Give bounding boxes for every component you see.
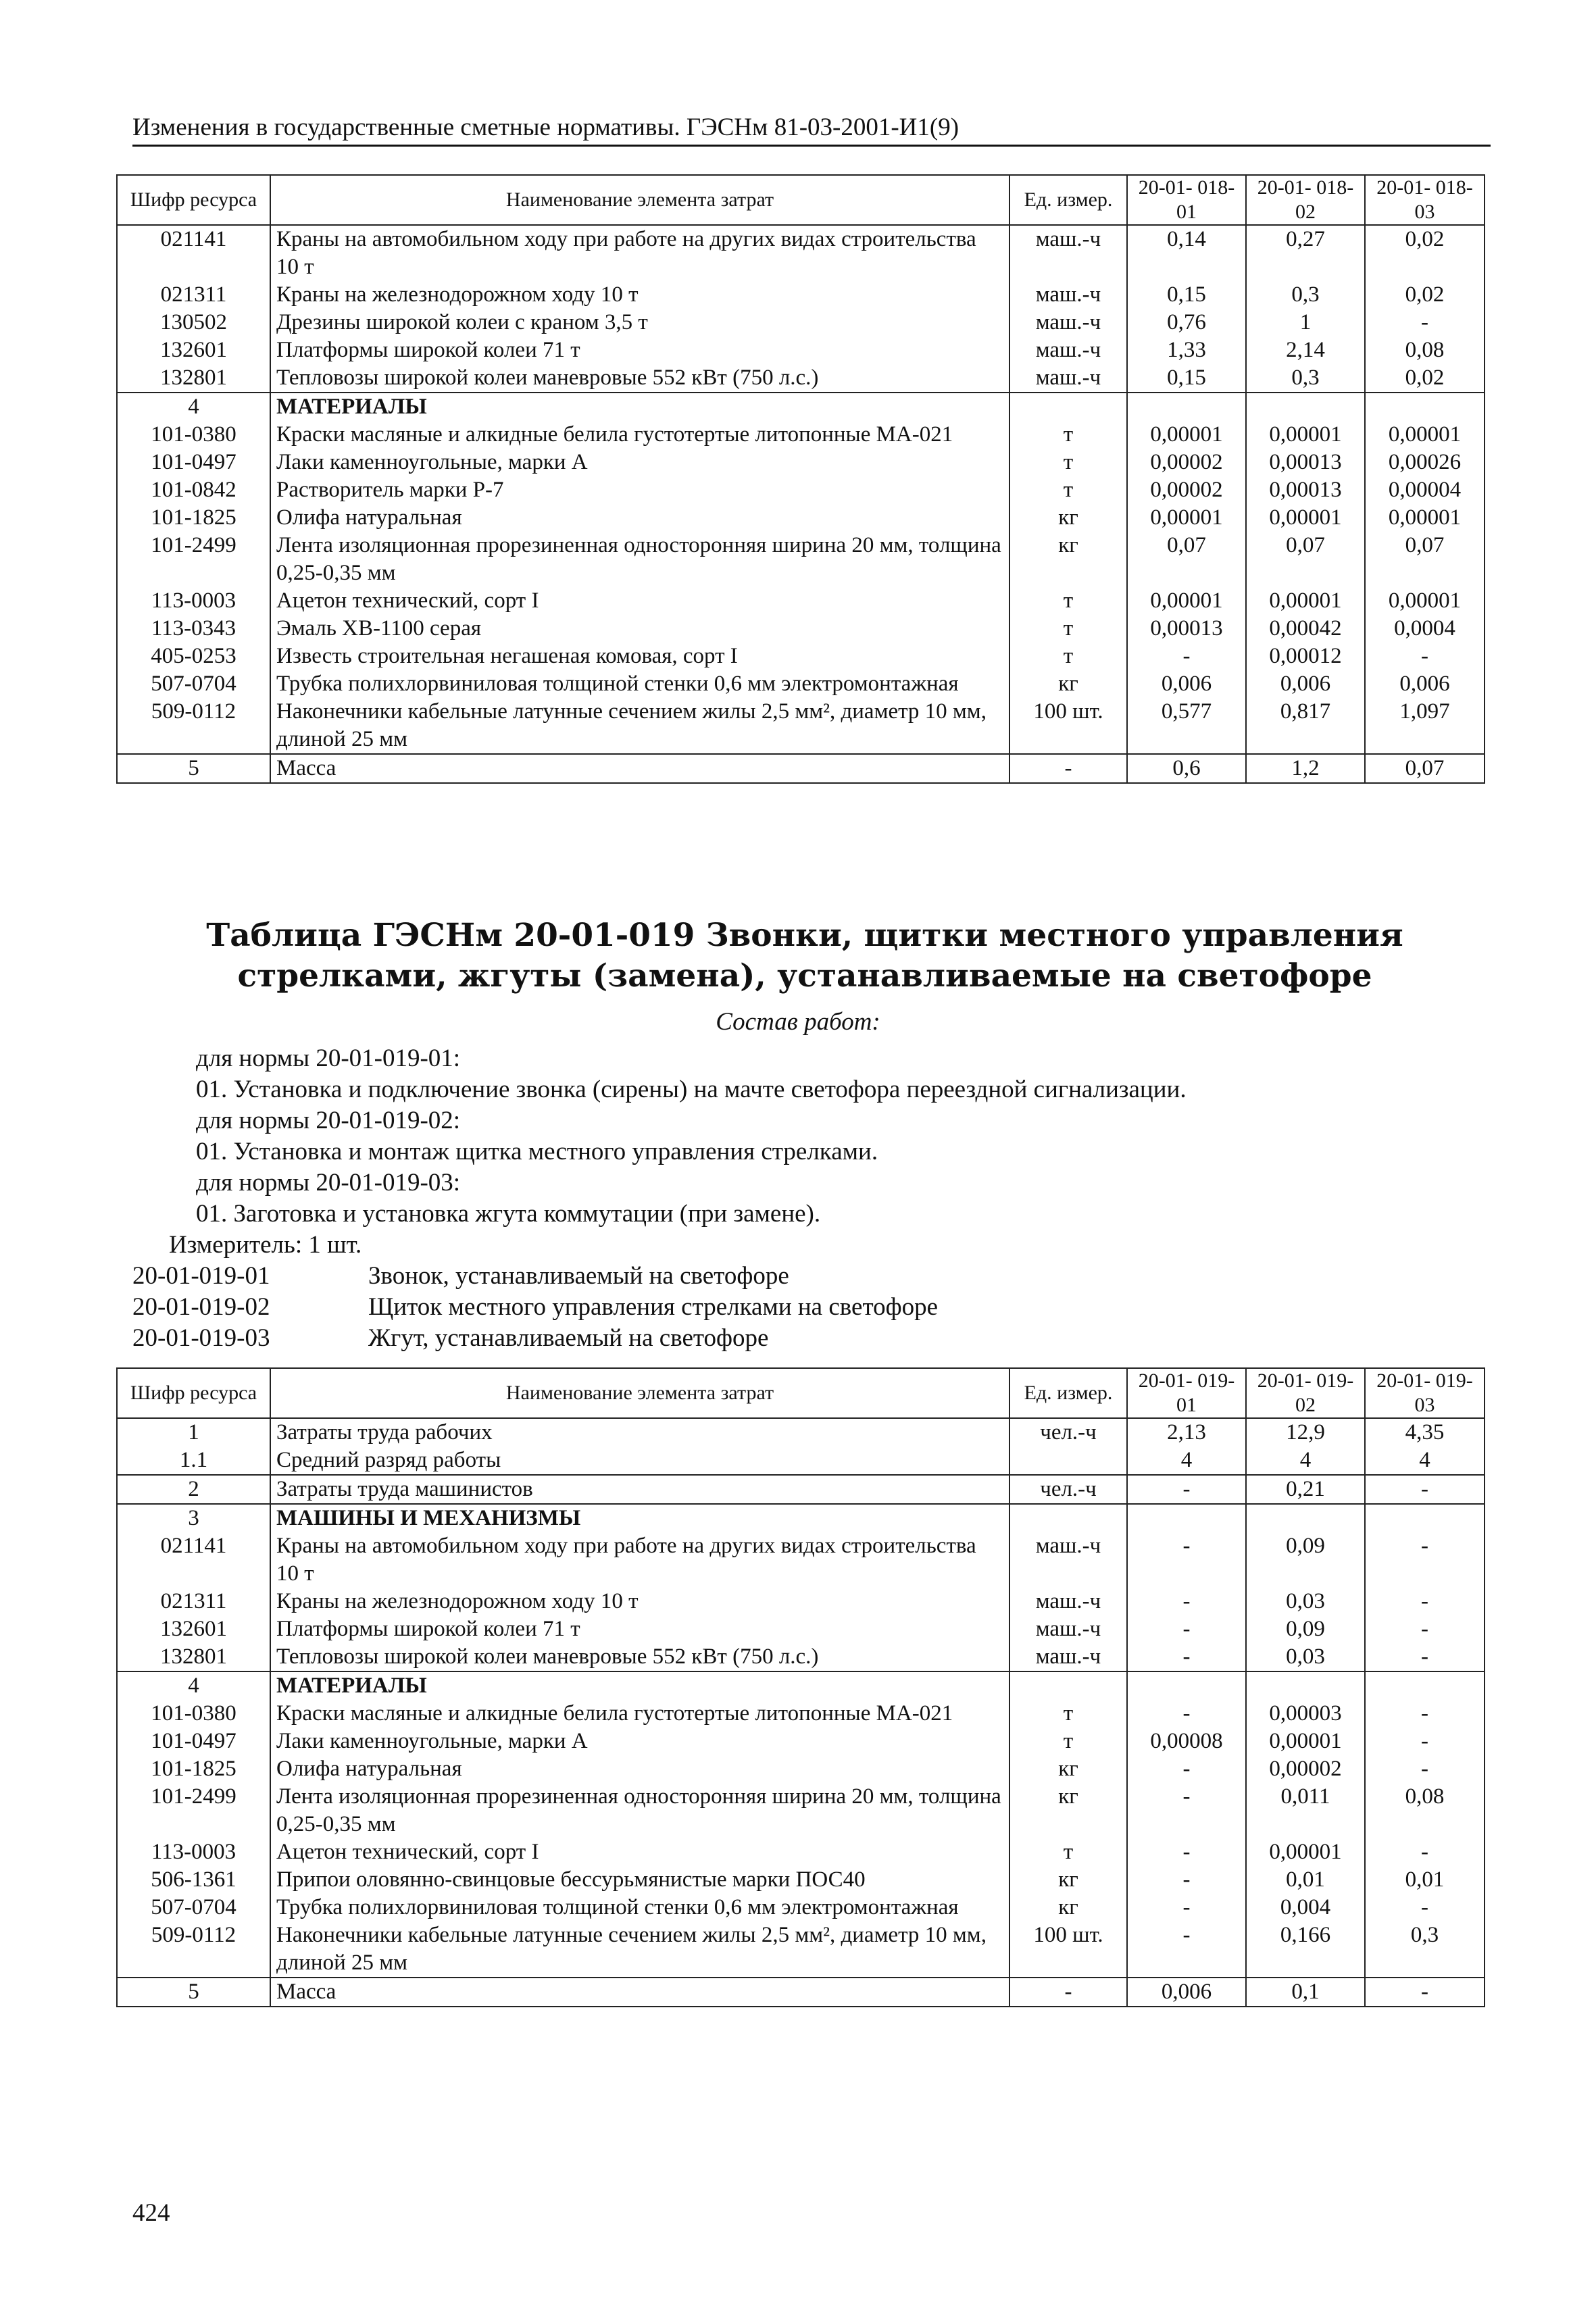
page-number: 424 xyxy=(132,2199,170,2227)
table-row xyxy=(117,1475,1485,1504)
row-value: - xyxy=(1127,1615,1246,1643)
table-row xyxy=(117,643,1485,670)
header-unit: Ед. измер. xyxy=(1009,175,1127,225)
row-code: 021311 xyxy=(117,1588,270,1615)
row-value: 0,00001 xyxy=(1246,1728,1365,1755)
row-code: 132801 xyxy=(117,364,270,393)
cost-table-019 xyxy=(116,1367,1485,2007)
row-unit: кг xyxy=(1009,532,1127,587)
row-value: 0,00001 xyxy=(1365,504,1485,532)
row-value: 1,2 xyxy=(1246,754,1365,783)
row-value: 0,00042 xyxy=(1246,615,1365,643)
row-unit: чел.-ч xyxy=(1009,1418,1127,1447)
row-value: 0,00002 xyxy=(1246,1755,1365,1783)
running-head: Изменения в государственные сметные нормативы. ГЭСНм 81-03-2001-И1(9) xyxy=(132,112,1491,147)
work-line: 01. Установка и монтаж щитка местного управления стрелками. xyxy=(196,1138,878,1165)
row-value: - xyxy=(1127,1588,1246,1615)
norm-code: 20-01-019-03 xyxy=(132,1324,270,1352)
norm-code: 20-01-019-02 xyxy=(132,1293,270,1321)
row-value: 0,00001 xyxy=(1246,504,1365,532)
row-name: Краны на железнодорожном ходу 10 т xyxy=(270,281,1009,309)
norm-name: Звонок, устанавливаемый на светофоре xyxy=(368,1262,789,1290)
row-name: Припои оловянно-свинцовые бессурьмянистые марки ПОС40 xyxy=(270,1866,1009,1894)
row-code: 021141 xyxy=(117,225,270,281)
row-name: Лаки каменноугольные, марки А xyxy=(270,449,1009,476)
row-name: Масса xyxy=(270,754,1009,783)
row-code: 132801 xyxy=(117,1643,270,1671)
row-value: 0,00002 xyxy=(1127,449,1246,476)
row-code: 101-1825 xyxy=(117,504,270,532)
row-unit xyxy=(1009,1447,1127,1475)
row-value: - xyxy=(1365,1700,1485,1728)
row-value: 0,08 xyxy=(1365,1783,1485,1838)
row-name: Олифа натуральная xyxy=(270,1755,1009,1783)
row-value: 1,097 xyxy=(1365,698,1485,754)
row-unit: кг xyxy=(1009,1866,1127,1894)
row-code: 5 xyxy=(117,1978,270,2007)
work-line: 01. Заготовка и установка жгута коммутации (при замене). xyxy=(196,1200,821,1228)
composition-label: Состав работ: xyxy=(716,1008,880,1036)
row-code: 101-2499 xyxy=(117,1783,270,1838)
row-unit: маш.-ч xyxy=(1009,1532,1127,1588)
row-unit: т xyxy=(1009,1838,1127,1866)
table-row xyxy=(117,421,1485,449)
header-col-2: 20-01- 018-02 xyxy=(1246,175,1365,225)
table-row xyxy=(117,504,1485,532)
row-value: - xyxy=(1365,1643,1485,1671)
row-value: 1,33 xyxy=(1127,336,1246,364)
row-name: Краны на железнодорожном ходу 10 т xyxy=(270,1588,1009,1615)
row-unit: маш.-ч xyxy=(1009,309,1127,336)
row-code: 021141 xyxy=(117,1532,270,1588)
table-body xyxy=(117,1418,1485,2007)
row-value: 0,00001 xyxy=(1365,421,1485,449)
row-unit: кг xyxy=(1009,1783,1127,1838)
table-row xyxy=(117,225,1485,281)
table-row xyxy=(117,615,1485,643)
row-unit: т xyxy=(1009,476,1127,504)
norm-code: 20-01-019-01 xyxy=(132,1262,270,1290)
row-value: 0,01 xyxy=(1365,1866,1485,1894)
row-name: Дрезины широкой колеи с краном 3,5 т xyxy=(270,309,1009,336)
row-unit: т xyxy=(1009,1700,1127,1728)
row-value: 0,08 xyxy=(1365,336,1485,364)
row-value: - xyxy=(1127,1921,1246,1978)
cost-table-018 xyxy=(116,174,1485,784)
table-row xyxy=(117,449,1485,476)
row-value: 2,14 xyxy=(1246,336,1365,364)
row-unit: маш.-ч xyxy=(1009,1588,1127,1615)
row-value: 0,02 xyxy=(1365,281,1485,309)
row-unit: т xyxy=(1009,587,1127,615)
row-name: Платформы широкой колеи 71 т xyxy=(270,336,1009,364)
table-row xyxy=(117,393,1485,421)
row-value: 0,00001 xyxy=(1127,587,1246,615)
table-row xyxy=(117,1615,1485,1643)
work-line: для нормы 20-01-019-02: xyxy=(196,1107,461,1134)
work-line: для нормы 20-01-019-01: xyxy=(196,1045,461,1072)
row-value: - xyxy=(1127,1894,1246,1921)
row-value xyxy=(1365,1671,1485,1700)
row-name: Олифа натуральная xyxy=(270,504,1009,532)
table-row xyxy=(117,1921,1485,1978)
row-value: 0,3 xyxy=(1246,281,1365,309)
row-value: 0,006 xyxy=(1127,1978,1246,2007)
row-code: 132601 xyxy=(117,1615,270,1643)
row-value: 0,07 xyxy=(1365,532,1485,587)
row-unit: маш.-ч xyxy=(1009,225,1127,281)
row-value xyxy=(1246,1671,1365,1700)
row-name: Трубка полихлорвиниловая толщиной стенки 0,6 мм электромонтажная xyxy=(270,670,1009,698)
row-value: 0,01 xyxy=(1246,1866,1365,1894)
table-row xyxy=(117,1728,1485,1755)
table-row xyxy=(117,1447,1485,1475)
row-value: 0,6 xyxy=(1127,754,1246,783)
row-value: - xyxy=(1365,1728,1485,1755)
table-row xyxy=(117,1671,1485,1700)
row-value: 0,14 xyxy=(1127,225,1246,281)
table-row xyxy=(117,476,1485,504)
row-name: Платформы широкой колеи 71 т xyxy=(270,1615,1009,1643)
row-value xyxy=(1246,393,1365,421)
row-value: - xyxy=(1127,1532,1246,1588)
row-name: Краски масляные и алкидные белила густотертые литопонные МА-021 xyxy=(270,421,1009,449)
header-col-3: 20-01- 018-03 xyxy=(1365,175,1485,225)
row-value: 4 xyxy=(1365,1447,1485,1475)
header-col-1: 20-01- 018-01 xyxy=(1127,175,1246,225)
row-unit xyxy=(1009,1671,1127,1700)
table-row xyxy=(117,1783,1485,1838)
row-value: 4 xyxy=(1246,1447,1365,1475)
table-body xyxy=(117,225,1485,783)
table-row xyxy=(117,698,1485,754)
row-name: Трубка полихлорвиниловая толщиной стенки 0,6 мм электромонтажная xyxy=(270,1894,1009,1921)
row-value xyxy=(1246,1504,1365,1532)
row-value: 0,02 xyxy=(1365,364,1485,393)
row-unit: т xyxy=(1009,615,1127,643)
row-code: 4 xyxy=(117,393,270,421)
row-value: - xyxy=(1127,1755,1246,1783)
header-col-1: 20-01- 019-01 xyxy=(1127,1368,1246,1418)
row-value: - xyxy=(1127,1783,1246,1838)
row-value: - xyxy=(1127,1643,1246,1671)
row-code: 2 xyxy=(117,1475,270,1504)
header-col-2: 20-01- 019-02 xyxy=(1246,1368,1365,1418)
row-value: 4 xyxy=(1127,1447,1246,1475)
table-row xyxy=(117,532,1485,587)
row-unit: - xyxy=(1009,754,1127,783)
row-value: 0,011 xyxy=(1246,1783,1365,1838)
row-value: 12,9 xyxy=(1246,1418,1365,1447)
row-code: 506-1361 xyxy=(117,1866,270,1894)
row-code: 509-0112 xyxy=(117,1921,270,1978)
row-name: Тепловозы широкой колеи маневровые 552 кВт (750 л.с.) xyxy=(270,1643,1009,1671)
row-value: 0,817 xyxy=(1246,698,1365,754)
header-code: Шифр ресурса xyxy=(117,175,270,225)
row-value: 4,35 xyxy=(1365,1418,1485,1447)
row-value: 0,00008 xyxy=(1127,1728,1246,1755)
row-name: Ацетон технический, сорт I xyxy=(270,587,1009,615)
row-value: 0,0004 xyxy=(1365,615,1485,643)
row-code: 509-0112 xyxy=(117,698,270,754)
row-value xyxy=(1365,393,1485,421)
row-unit xyxy=(1009,1504,1127,1532)
table-row xyxy=(117,1838,1485,1866)
row-code: 405-0253 xyxy=(117,643,270,670)
table-title: Таблица ГЭСНм 20-01-019 Звонки, щитки местного управления стрелками, жгуты (замена), устанавливаемые на светофоре xyxy=(206,917,1403,995)
row-value: 0,15 xyxy=(1127,364,1246,393)
row-value: 0,00002 xyxy=(1127,476,1246,504)
row-value: 0,00001 xyxy=(1127,421,1246,449)
row-unit: т xyxy=(1009,449,1127,476)
row-name: Масса xyxy=(270,1978,1009,2007)
header-col-3: 20-01- 019-03 xyxy=(1365,1368,1485,1418)
row-value xyxy=(1127,393,1246,421)
row-value: - xyxy=(1127,1700,1246,1728)
row-value: 0,006 xyxy=(1365,670,1485,698)
row-value xyxy=(1127,1504,1246,1532)
row-value: - xyxy=(1365,643,1485,670)
row-value: - xyxy=(1365,1978,1485,2007)
row-value: 0,07 xyxy=(1246,532,1365,587)
row-value: 0,09 xyxy=(1246,1615,1365,1643)
row-code: 132601 xyxy=(117,336,270,364)
table-row xyxy=(117,309,1485,336)
row-value: - xyxy=(1127,1475,1246,1504)
row-value: 0,00012 xyxy=(1246,643,1365,670)
table-row xyxy=(117,1755,1485,1783)
row-code: 101-0380 xyxy=(117,421,270,449)
row-value: 0,166 xyxy=(1246,1921,1365,1978)
row-name: Лента изоляционная прорезиненная односторонняя ширина 20 мм, толщина 0,25-0,35 мм xyxy=(270,532,1009,587)
row-unit: кг xyxy=(1009,504,1127,532)
work-line: 01. Установка и подключение звонка (сирены) на мачте светофора переездной сигнализации. xyxy=(196,1076,1187,1103)
work-line: для нормы 20-01-019-03: xyxy=(196,1169,461,1197)
row-unit: 100 шт. xyxy=(1009,698,1127,754)
table-row xyxy=(117,1643,1485,1671)
row-value xyxy=(1127,1671,1246,1700)
row-value: - xyxy=(1365,1588,1485,1615)
row-value: 0,00001 xyxy=(1246,421,1365,449)
row-code: 130502 xyxy=(117,309,270,336)
row-value: - xyxy=(1127,643,1246,670)
row-value: 0,3 xyxy=(1365,1921,1485,1978)
table-row xyxy=(117,1504,1485,1532)
row-unit: маш.-ч xyxy=(1009,281,1127,309)
row-code: 101-1825 xyxy=(117,1755,270,1783)
row-value: - xyxy=(1127,1838,1246,1866)
row-unit: кг xyxy=(1009,1755,1127,1783)
row-name: Ацетон технический, сорт I xyxy=(270,1838,1009,1866)
row-code: 507-0704 xyxy=(117,1894,270,1921)
row-name: Лаки каменноугольные, марки А xyxy=(270,1728,1009,1755)
row-unit: - xyxy=(1009,1978,1127,2007)
table-row xyxy=(117,1700,1485,1728)
row-section-title: МАТЕРИАЛЫ xyxy=(270,1671,1009,1700)
row-section-title: МАШИНЫ И МЕХАНИЗМЫ xyxy=(270,1504,1009,1532)
row-name: Затраты труда рабочих xyxy=(270,1418,1009,1447)
row-value: 0,00013 xyxy=(1246,449,1365,476)
row-value: 0,07 xyxy=(1127,532,1246,587)
table-row xyxy=(117,1532,1485,1588)
table-row xyxy=(117,1418,1485,1447)
header-unit: Ед. измер. xyxy=(1009,1368,1127,1418)
row-value: 0,15 xyxy=(1127,281,1246,309)
table-row xyxy=(117,587,1485,615)
row-code: 021311 xyxy=(117,281,270,309)
row-value: 0,00001 xyxy=(1246,1838,1365,1866)
table-row xyxy=(117,364,1485,393)
row-unit: кг xyxy=(1009,670,1127,698)
row-value: 0,76 xyxy=(1127,309,1246,336)
row-value: 0,00026 xyxy=(1365,449,1485,476)
norm-name: Жгут, устанавливаемый на светофоре xyxy=(368,1324,769,1352)
row-unit xyxy=(1009,393,1127,421)
row-value: 0,006 xyxy=(1246,670,1365,698)
row-unit: маш.-ч xyxy=(1009,1615,1127,1643)
row-value: 0,3 xyxy=(1246,364,1365,393)
row-value: - xyxy=(1127,1866,1246,1894)
row-unit: кг xyxy=(1009,1894,1127,1921)
table-row xyxy=(117,1588,1485,1615)
row-name: Известь строительная негашеная комовая, сорт I xyxy=(270,643,1009,670)
row-value: 0,00004 xyxy=(1365,476,1485,504)
row-value: 0,00001 xyxy=(1365,587,1485,615)
row-value: 0,1 xyxy=(1246,1978,1365,2007)
row-code: 113-0003 xyxy=(117,587,270,615)
row-code: 4 xyxy=(117,1671,270,1700)
table-row xyxy=(117,1894,1485,1921)
row-value xyxy=(1365,1504,1485,1532)
row-unit: маш.-ч xyxy=(1009,336,1127,364)
row-name: Краны на автомобильном ходу при работе на других видах строительства 10 т xyxy=(270,225,1009,281)
header-name: Наименование элемента затрат xyxy=(270,1368,1009,1418)
row-value: 2,13 xyxy=(1127,1418,1246,1447)
row-name: Наконечники кабельные латунные сечением жилы 2,5 мм², диаметр 10 мм, длиной 25 мм xyxy=(270,698,1009,754)
table-row xyxy=(117,1866,1485,1894)
norm-name: Щиток местного управления стрелками на светофоре xyxy=(368,1293,939,1321)
row-code: 113-0003 xyxy=(117,1838,270,1866)
row-value: 0,577 xyxy=(1127,698,1246,754)
row-name: Наконечники кабельные латунные сечением жилы 2,5 мм², диаметр 10 мм, длиной 25 мм xyxy=(270,1921,1009,1978)
row-code: 5 xyxy=(117,754,270,783)
row-unit: маш.-ч xyxy=(1009,1643,1127,1671)
row-value: 0,00001 xyxy=(1246,587,1365,615)
row-value: 0,00013 xyxy=(1246,476,1365,504)
row-value: 0,09 xyxy=(1246,1532,1365,1588)
row-value: - xyxy=(1365,1755,1485,1783)
row-unit: т xyxy=(1009,421,1127,449)
row-value: 0,004 xyxy=(1246,1894,1365,1921)
row-code: 101-0842 xyxy=(117,476,270,504)
row-code: 101-0497 xyxy=(117,449,270,476)
header-code: Шифр ресурса xyxy=(117,1368,270,1418)
row-value: 0,006 xyxy=(1127,670,1246,698)
row-code: 101-2499 xyxy=(117,532,270,587)
row-code: 101-0497 xyxy=(117,1728,270,1755)
row-code: 1.1 xyxy=(117,1447,270,1475)
table-row xyxy=(117,754,1485,783)
row-value: 0,00013 xyxy=(1127,615,1246,643)
row-value: 0,00001 xyxy=(1127,504,1246,532)
row-value: 1 xyxy=(1246,309,1365,336)
header-name: Наименование элемента затрат xyxy=(270,175,1009,225)
row-code: 113-0343 xyxy=(117,615,270,643)
row-value: 0,03 xyxy=(1246,1643,1365,1671)
row-name: Эмаль ХВ-1100 серая xyxy=(270,615,1009,643)
row-unit: т xyxy=(1009,643,1127,670)
row-value: - xyxy=(1365,1532,1485,1588)
row-value: 0,03 xyxy=(1246,1588,1365,1615)
row-name: Краны на автомобильном ходу при работе на других видах строительства 10 т xyxy=(270,1532,1009,1588)
row-section-title: МАТЕРИАЛЫ xyxy=(270,393,1009,421)
table-row xyxy=(117,336,1485,364)
row-code: 1 xyxy=(117,1418,270,1447)
row-value: 0,07 xyxy=(1365,754,1485,783)
row-value: 0,27 xyxy=(1246,225,1365,281)
table-row xyxy=(117,670,1485,698)
row-value: - xyxy=(1365,1894,1485,1921)
row-value: - xyxy=(1365,1615,1485,1643)
row-unit: т xyxy=(1009,1728,1127,1755)
row-value: - xyxy=(1365,309,1485,336)
row-code: 507-0704 xyxy=(117,670,270,698)
row-name: Краски масляные и алкидные белила густотертые литопонные МА-021 xyxy=(270,1700,1009,1728)
row-unit: 100 шт. xyxy=(1009,1921,1127,1978)
row-value: 0,02 xyxy=(1365,225,1485,281)
row-name: Лента изоляционная прорезиненная односторонняя ширина 20 мм, толщина 0,25-0,35 мм xyxy=(270,1783,1009,1838)
row-unit: маш.-ч xyxy=(1009,364,1127,393)
row-value: 0,21 xyxy=(1246,1475,1365,1504)
row-name: Растворитель марки Р-7 xyxy=(270,476,1009,504)
row-value: 0,00003 xyxy=(1246,1700,1365,1728)
row-value: - xyxy=(1365,1838,1485,1866)
row-name: Тепловозы широкой колеи маневровые 552 кВт (750 л.с.) xyxy=(270,364,1009,393)
row-name: Затраты труда машинистов xyxy=(270,1475,1009,1504)
row-unit: чел.-ч xyxy=(1009,1475,1127,1504)
table-row xyxy=(117,1978,1485,2007)
row-value: - xyxy=(1365,1475,1485,1504)
row-code: 101-0380 xyxy=(117,1700,270,1728)
table-row xyxy=(117,281,1485,309)
row-name: Средний разряд работы xyxy=(270,1447,1009,1475)
row-code: 3 xyxy=(117,1504,270,1532)
measure-unit: Измеритель: 1 шт. xyxy=(169,1231,362,1259)
